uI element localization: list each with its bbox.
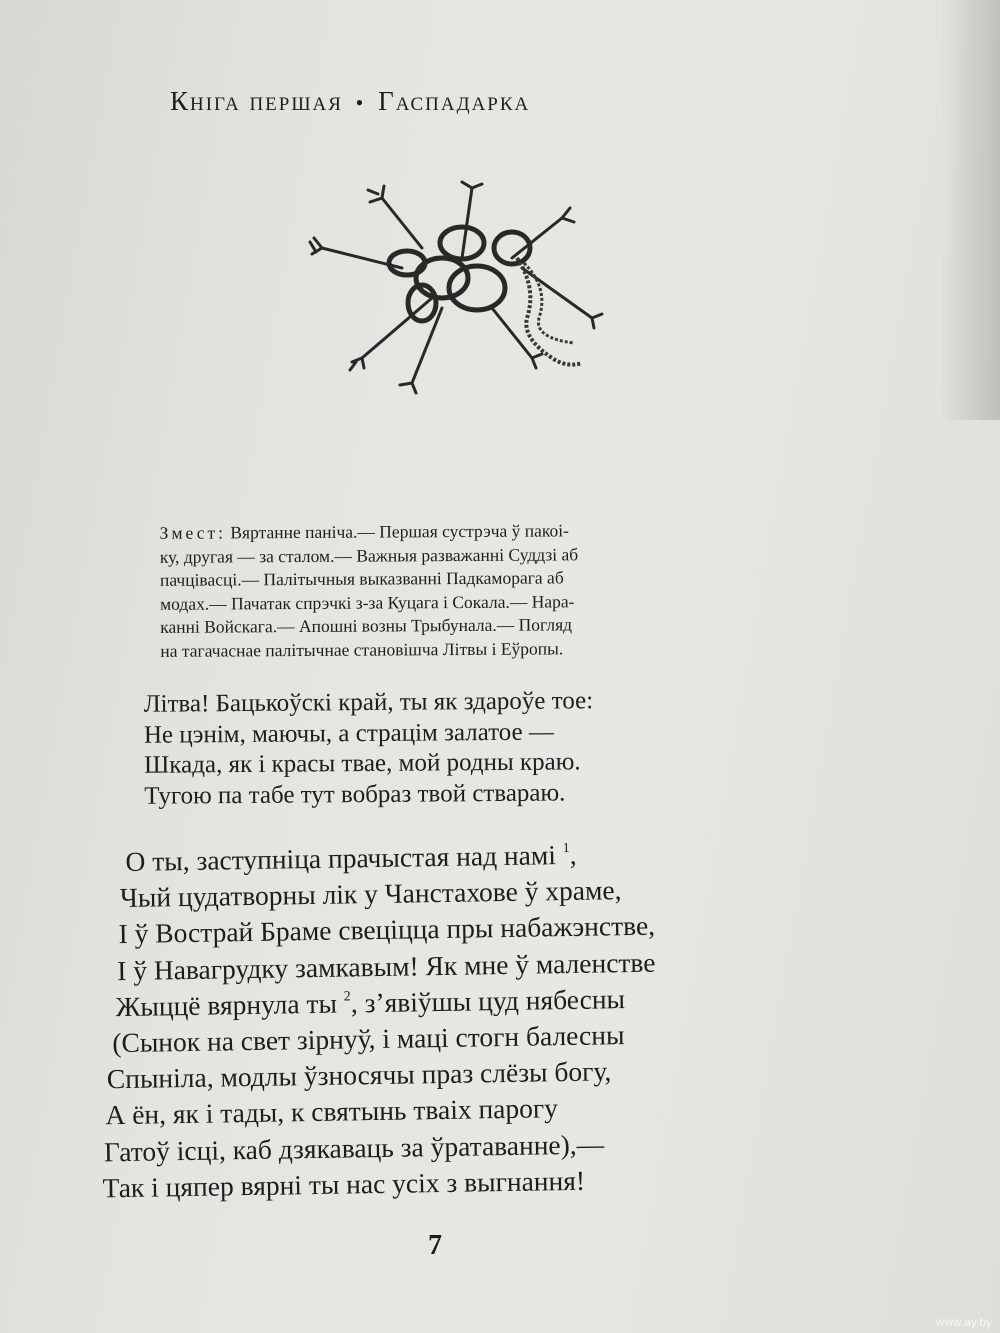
footnote-marker[interactable]: 2	[343, 989, 351, 1005]
verse-line: Не цэнім, маючы, а страцім залатое —	[143, 718, 555, 749]
verse-line: Шкада, як і красы твае, мой родны краю.	[144, 748, 581, 779]
footnote-marker[interactable]: 1	[562, 840, 570, 857]
summary-line: Змест: Вяртанне паніча.— Першая сустрэча ў пакоі-	[159, 520, 570, 543]
verse-line: Літва! Бацькоўскі край, ты як здароўе тое:	[143, 687, 594, 718]
summary-label: Змест:	[159, 522, 227, 543]
summary-line: пачцівасці.— Палітычныя выказванні Падкаморага аб	[159, 567, 564, 590]
verse-line: Спыніла, модлы ўзносячы праз слёзы богу,	[106, 1055, 612, 1095]
verse-line: Жыццё вярнула ты $^2$, з’явіўшы цуд нябесны	[115, 982, 626, 1022]
chapter-heading-part1: Кніга першая	[170, 86, 343, 116]
heading-separator: •	[355, 90, 366, 115]
verse-line: Так і цяпер вярні ты нас усіх з выгнання!	[102, 1164, 586, 1204]
verse-line: Тугою па табе тут вобраз твой ствараю.	[144, 778, 566, 810]
watermark: www.ay.by	[935, 1315, 992, 1329]
verse-stanza-2	[97, 836, 659, 1207]
summary-line: на тагачаснае палітычнае становішча Літвы і Еўропы.	[160, 637, 564, 661]
verse-line: О ты, заступніца прачыстая над намі $^1$,	[125, 838, 577, 877]
summary-line: канні Войскага.— Апошні возны Трыбунала.— Погляд	[160, 614, 573, 637]
verse-line: Гатоў ісці, каб дзякаваць за ўратаванне),—	[103, 1128, 605, 1167]
verse-line: (Сынок на свет зірнуў, і маці стогн балесны	[112, 1019, 625, 1059]
verse-line: Чый цудатворны лік у Чанстахове ў храме,	[119, 874, 622, 914]
page-number: 7	[428, 1230, 442, 1261]
page-shadow	[940, 0, 1000, 420]
summary-line: модах.— Пачатак спрэчкі з-за Куцага і Сокала.— Нара-	[160, 590, 575, 614]
verse-stanza-1	[144, 686, 594, 812]
verse-line: І ў Вострай Браме свеціцца пры набажэнстве,	[118, 910, 656, 950]
verse-line: І ў Навагрудку замкавым! Як мне ў маленстве	[116, 946, 656, 986]
keys-ring-icon	[262, 168, 622, 408]
chapter-summary	[160, 518, 771, 663]
summary-line: ку, другая — за сталом.— Важныя разважанні Суддзі аб	[159, 543, 579, 567]
verse-line: А ён, як і тады, к святынь тваіх парогу	[105, 1092, 559, 1131]
chapter-heading	[170, 86, 690, 117]
chapter-heading-part2: Гаспадарка	[378, 86, 531, 116]
